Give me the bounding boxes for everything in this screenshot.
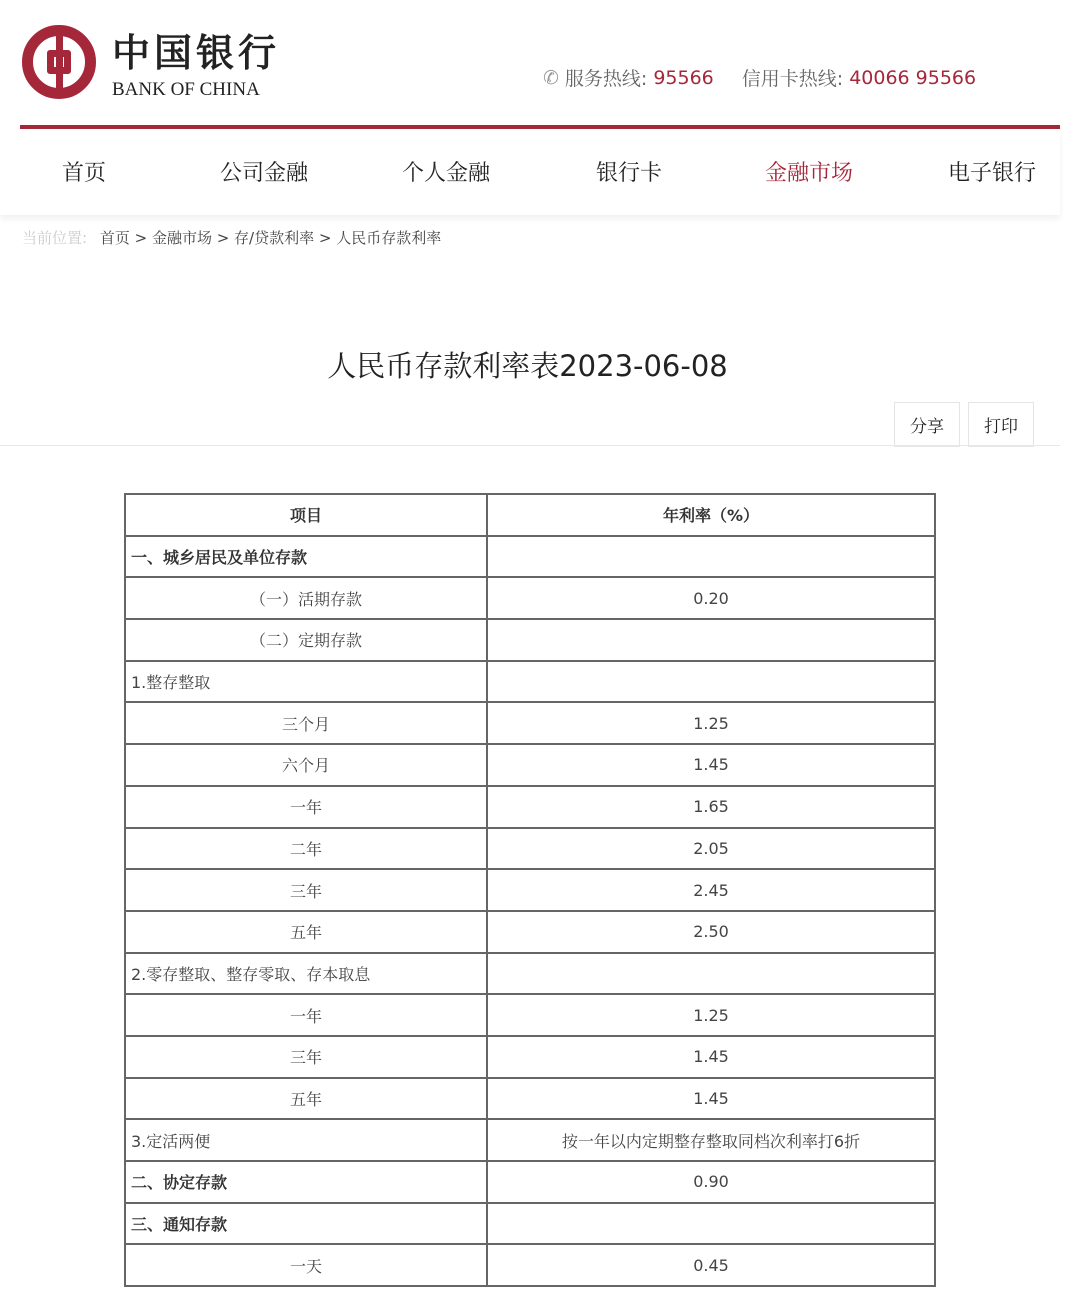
share-button[interactable]: 分享 [894, 402, 960, 447]
row-item: 三、通知存款 [125, 1203, 487, 1245]
table-header [125, 494, 935, 536]
row-rate: 0.20 [487, 577, 935, 619]
table-row [125, 536, 935, 578]
table-row [125, 869, 935, 911]
table-row [125, 994, 935, 1036]
row-rate: 1.65 [487, 786, 935, 828]
nav-home[interactable]: 首页 [62, 161, 107, 186]
row-item: 一年 [125, 786, 487, 828]
row-rate: 0.45 [487, 1244, 935, 1286]
row-item: 二、协定存款 [125, 1161, 487, 1203]
row-item: 一、城乡居民及单位存款 [125, 536, 487, 578]
header-rate: 年利率（%） [487, 494, 935, 536]
table-row [125, 953, 935, 995]
logo-en: BANK OF CHINA [112, 79, 260, 100]
row-rate: 1.45 [487, 1078, 935, 1120]
rate-table [124, 493, 936, 1287]
logo-cn: 中国银行 [112, 30, 281, 75]
row-rate: 1.45 [487, 1036, 935, 1078]
row-item: 五年 [125, 911, 487, 953]
row-rate: 2.50 [487, 911, 935, 953]
nav-cards[interactable]: 银行卡 [596, 161, 663, 186]
row-item: 一天 [125, 1244, 487, 1286]
row-item: 3.定活两便 [125, 1119, 487, 1161]
row-rate [487, 661, 935, 703]
nav-personal[interactable]: 个人金融 [402, 161, 491, 186]
row-rate: 按一年以内定期整存整取同档次利率打6折 [487, 1119, 935, 1161]
row-item: 五年 [125, 1078, 487, 1120]
row-item: 三年 [125, 869, 487, 911]
table-row [125, 828, 935, 870]
row-rate: 2.05 [487, 828, 935, 870]
table-row [125, 1244, 935, 1286]
row-rate: 1.25 [487, 702, 935, 744]
row-rate [487, 1203, 935, 1245]
header-divider [20, 125, 1060, 129]
row-item: 三个月 [125, 702, 487, 744]
print-button[interactable]: 打印 [968, 402, 1034, 447]
card-hotline-number: 40066 95566 [849, 66, 977, 89]
table-row [125, 577, 935, 619]
breadcrumb-path[interactable]: 首页 > 金融市场 > 存/贷款利率 > 人民币存款利率 [99, 229, 442, 247]
table-row [125, 1078, 935, 1120]
hotlines [543, 64, 998, 91]
nav-financial-markets[interactable]: 金融市场 [765, 161, 854, 186]
nav-corporate[interactable]: 公司金融 [220, 161, 309, 186]
row-rate [487, 536, 935, 578]
row-item: 六个月 [125, 744, 487, 786]
table-row [125, 744, 935, 786]
row-item: 二年 [125, 828, 487, 870]
card-hotline-label: 信用卡热线: [741, 68, 844, 90]
table-row [125, 786, 935, 828]
table-row [125, 619, 935, 661]
service-hotline-label: 服务热线: [564, 68, 648, 90]
table-row [125, 1119, 935, 1161]
table-row [125, 911, 935, 953]
header-item: 项目 [125, 494, 487, 536]
divider [0, 445, 1060, 446]
row-item: 三年 [125, 1036, 487, 1078]
table-row [125, 1203, 935, 1245]
row-item: 1.整存整取 [125, 661, 487, 703]
row-item: 2.零存整取、整存零取、存本取息 [125, 953, 487, 995]
phone-icon: ✆ [543, 66, 559, 89]
breadcrumb [22, 227, 441, 248]
row-rate: 0.90 [487, 1161, 935, 1203]
page-title: 人民币存款利率表2023-06-08 [327, 349, 728, 383]
table-row [125, 661, 935, 703]
row-item: （一）活期存款 [125, 577, 487, 619]
row-rate [487, 953, 935, 995]
bank-logo[interactable] [22, 22, 280, 101]
row-rate [487, 619, 935, 661]
main-nav [0, 130, 1060, 215]
service-hotline-number: 95566 [653, 66, 714, 89]
bank-seal-icon [22, 25, 96, 99]
row-rate: 1.25 [487, 994, 935, 1036]
nav-e-banking[interactable]: 电子银行 [948, 161, 1037, 186]
row-item: （二）定期存款 [125, 619, 487, 661]
row-rate: 1.45 [487, 744, 935, 786]
table-row [125, 702, 935, 744]
row-rate: 2.45 [487, 869, 935, 911]
breadcrumb-label: 当前位置: [22, 229, 88, 247]
row-item: 一年 [125, 994, 487, 1036]
table-row [125, 1161, 935, 1203]
table-row [125, 1036, 935, 1078]
